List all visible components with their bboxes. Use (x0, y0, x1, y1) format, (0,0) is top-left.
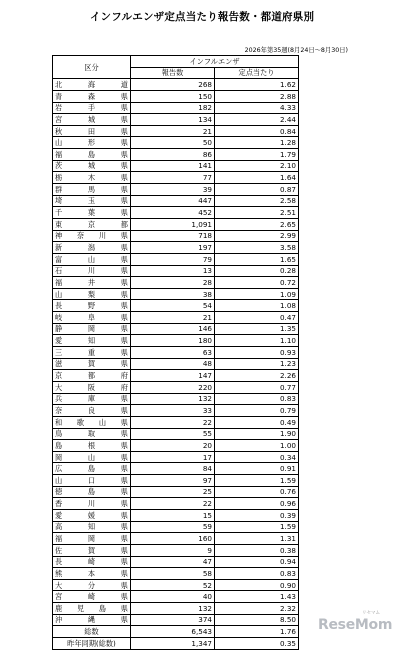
reports-cell: 13 (131, 265, 215, 277)
per-sentinel-cell: 1.31 (215, 533, 299, 545)
reports-cell: 63 (131, 347, 215, 359)
reports-cell: 25 (131, 486, 215, 498)
region-cell: 福岡県 (53, 533, 131, 545)
region-cell: 鹿児島県 (53, 603, 131, 615)
table-row (53, 579, 299, 591)
reports-cell: 132 (131, 603, 215, 615)
region-cell: 宮城県 (53, 114, 131, 126)
table-row (53, 475, 299, 487)
page-title: インフルエンザ定点当たり報告数・都道府県別 (89, 11, 315, 23)
table-row (53, 370, 299, 382)
reports-cell: 374 (131, 614, 215, 626)
region-cell: 大阪府 (53, 381, 131, 393)
region-cell: 熊本県 (53, 568, 131, 580)
per-sentinel-cell: 0.39 (215, 509, 299, 521)
table-row (53, 591, 299, 603)
per-sentinel-cell: 1.28 (215, 137, 299, 149)
watermark-logo: ReseMom (318, 617, 393, 633)
per-sentinel-cell: 1.59 (215, 521, 299, 533)
reports-cell: 22 (131, 498, 215, 510)
region-cell: 長崎県 (53, 556, 131, 568)
per-sentinel-cell: 2.88 (215, 90, 299, 102)
region-cell: 愛知県 (53, 335, 131, 347)
per-sentinel-cell: 0.91 (215, 463, 299, 475)
per-sentinel-cell: 0.35 (215, 638, 299, 650)
table-row (53, 242, 299, 254)
per-sentinel-cell: 0.47 (215, 312, 299, 324)
reports-cell: 38 (131, 288, 215, 300)
per-sentinel-header: 定点当たり (215, 67, 299, 79)
reports-cell: 220 (131, 381, 215, 393)
table-row (53, 184, 299, 196)
table-row (53, 90, 299, 102)
table-row (53, 638, 299, 650)
per-sentinel-cell: 2.10 (215, 160, 299, 172)
region-cell: 昨年同期(総数) (53, 638, 131, 650)
per-sentinel-cell: 1.62 (215, 79, 299, 91)
region-cell: 埼玉県 (53, 195, 131, 207)
table-row (53, 218, 299, 230)
reports-cell: 268 (131, 79, 215, 91)
reports-cell: 48 (131, 358, 215, 370)
region-cell: 徳島県 (53, 486, 131, 498)
table-row (53, 451, 299, 463)
table-row (53, 172, 299, 184)
region-cell: 和歌山県 (53, 416, 131, 428)
region-cell: 福島県 (53, 149, 131, 161)
table-row (53, 463, 299, 475)
per-sentinel-cell: 2.44 (215, 114, 299, 126)
per-sentinel-cell: 1.76 (215, 626, 299, 638)
region-cell: 山口県 (53, 475, 131, 487)
reports-cell: 39 (131, 184, 215, 196)
per-sentinel-cell: 0.84 (215, 125, 299, 137)
table-row (53, 207, 299, 219)
reports-cell: 21 (131, 125, 215, 137)
table-row (53, 603, 299, 615)
table-row (53, 440, 299, 452)
table-row (53, 568, 299, 580)
region-cell: 福井県 (53, 277, 131, 289)
per-sentinel-cell: 1.79 (215, 149, 299, 161)
per-sentinel-cell: 0.87 (215, 184, 299, 196)
region-cell: 茨城県 (53, 160, 131, 172)
region-cell: 群馬県 (53, 184, 131, 196)
region-cell: 沖縄県 (53, 614, 131, 626)
per-sentinel-cell: 3.58 (215, 242, 299, 254)
influenza-table (52, 55, 299, 650)
reports-cell: 40 (131, 591, 215, 603)
reports-cell: 22 (131, 416, 215, 428)
table-row (53, 114, 299, 126)
reports-cell: 452 (131, 207, 215, 219)
table-row (53, 533, 299, 545)
region-cell: 岐阜県 (53, 312, 131, 324)
region-header: 区分 (53, 56, 131, 79)
reports-cell: 50 (131, 137, 215, 149)
reports-cell: 6,543 (131, 626, 215, 638)
reports-cell: 47 (131, 556, 215, 568)
per-sentinel-cell: 0.72 (215, 277, 299, 289)
region-cell: 島根県 (53, 440, 131, 452)
table-row (53, 428, 299, 440)
per-sentinel-cell: 2.51 (215, 207, 299, 219)
region-cell: 総数 (53, 626, 131, 638)
per-sentinel-cell: 0.76 (215, 486, 299, 498)
reports-cell: 1,091 (131, 218, 215, 230)
region-cell: 北海道 (53, 79, 131, 91)
table-row (53, 312, 299, 324)
reports-cell: 28 (131, 277, 215, 289)
watermark-kana: リセマム (362, 611, 380, 616)
per-sentinel-cell: 0.96 (215, 498, 299, 510)
reports-cell: 54 (131, 300, 215, 312)
region-cell: 広島県 (53, 463, 131, 475)
region-cell: 鳥取県 (53, 428, 131, 440)
reports-cell: 134 (131, 114, 215, 126)
per-sentinel-cell: 0.94 (215, 556, 299, 568)
reports-cell: 77 (131, 172, 215, 184)
region-cell: 京都府 (53, 370, 131, 382)
per-sentinel-cell: 0.93 (215, 347, 299, 359)
reports-cell: 58 (131, 568, 215, 580)
per-sentinel-cell: 1.65 (215, 253, 299, 265)
per-sentinel-cell: 0.28 (215, 265, 299, 277)
table-row (53, 277, 299, 289)
table-row (53, 498, 299, 510)
region-cell: 佐賀県 (53, 544, 131, 556)
table-row (53, 358, 299, 370)
per-sentinel-cell: 1.43 (215, 591, 299, 603)
table-row (53, 486, 299, 498)
region-cell: 新潟県 (53, 242, 131, 254)
region-cell: 香川県 (53, 498, 131, 510)
per-sentinel-cell: 1.35 (215, 323, 299, 335)
reports-cell: 79 (131, 253, 215, 265)
table-row (53, 230, 299, 242)
resemom-watermark (318, 610, 398, 636)
table-body (53, 79, 299, 649)
per-sentinel-cell: 0.38 (215, 544, 299, 556)
reports-cell: 146 (131, 323, 215, 335)
table-row (53, 102, 299, 114)
reports-cell: 20 (131, 440, 215, 452)
table-row (53, 79, 299, 91)
region-cell: 神奈川県 (53, 230, 131, 242)
reports-cell: 97 (131, 475, 215, 487)
reports-cell: 718 (131, 230, 215, 242)
per-sentinel-cell: 1.23 (215, 358, 299, 370)
per-sentinel-cell: 0.79 (215, 405, 299, 417)
reports-cell: 150 (131, 90, 215, 102)
week-subtitle: 2026年第35週(8月24日～8月30日) (244, 47, 348, 54)
table-row (53, 149, 299, 161)
reports-cell: 86 (131, 149, 215, 161)
region-cell: 高知県 (53, 521, 131, 533)
per-sentinel-cell: 4.33 (215, 102, 299, 114)
region-cell: 愛媛県 (53, 509, 131, 521)
table-row (53, 626, 299, 638)
region-cell: 滋賀県 (53, 358, 131, 370)
table-row (53, 195, 299, 207)
table-row (53, 323, 299, 335)
region-cell: 岡山県 (53, 451, 131, 463)
reports-cell: 147 (131, 370, 215, 382)
region-cell: 三重県 (53, 347, 131, 359)
region-cell: 栃木県 (53, 172, 131, 184)
region-cell: 静岡県 (53, 323, 131, 335)
per-sentinel-cell: 1.00 (215, 440, 299, 452)
per-sentinel-cell: 2.26 (215, 370, 299, 382)
reports-cell: 84 (131, 463, 215, 475)
table-row (53, 335, 299, 347)
region-cell: 山梨県 (53, 288, 131, 300)
region-cell: 大分県 (53, 579, 131, 591)
table-row (53, 253, 299, 265)
reports-header: 報告数 (131, 67, 215, 79)
influenza-group-header: インフルエンザ (131, 56, 299, 68)
region-cell: 長野県 (53, 300, 131, 312)
per-sentinel-cell: 8.50 (215, 614, 299, 626)
region-cell: 兵庫県 (53, 393, 131, 405)
table-row (53, 137, 299, 149)
per-sentinel-cell: 1.64 (215, 172, 299, 184)
reports-cell: 447 (131, 195, 215, 207)
per-sentinel-cell: 1.09 (215, 288, 299, 300)
table-row (53, 544, 299, 556)
table-row (53, 521, 299, 533)
reports-cell: 59 (131, 521, 215, 533)
table-row (53, 160, 299, 172)
reports-cell: 180 (131, 335, 215, 347)
reports-cell: 160 (131, 533, 215, 545)
reports-cell: 1,347 (131, 638, 215, 650)
table-row (53, 265, 299, 277)
reports-cell: 21 (131, 312, 215, 324)
per-sentinel-cell: 1.08 (215, 300, 299, 312)
per-sentinel-cell: 1.10 (215, 335, 299, 347)
per-sentinel-cell: 2.99 (215, 230, 299, 242)
reports-cell: 55 (131, 428, 215, 440)
table-row (53, 288, 299, 300)
table-row (53, 125, 299, 137)
reports-cell: 182 (131, 102, 215, 114)
reports-cell: 52 (131, 579, 215, 591)
per-sentinel-cell: 2.32 (215, 603, 299, 615)
table-row (53, 347, 299, 359)
region-cell: 東京都 (53, 218, 131, 230)
per-sentinel-cell: 1.90 (215, 428, 299, 440)
region-cell: 秋田県 (53, 125, 131, 137)
region-cell: 富山県 (53, 253, 131, 265)
reports-cell: 197 (131, 242, 215, 254)
per-sentinel-cell: 0.77 (215, 381, 299, 393)
per-sentinel-cell: 2.58 (215, 195, 299, 207)
per-sentinel-cell: 2.65 (215, 218, 299, 230)
region-cell: 青森県 (53, 90, 131, 102)
table-row (53, 300, 299, 312)
region-cell: 千葉県 (53, 207, 131, 219)
region-cell: 奈良県 (53, 405, 131, 417)
table-row (53, 405, 299, 417)
region-cell: 宮崎県 (53, 591, 131, 603)
reports-cell: 17 (131, 451, 215, 463)
table-row (53, 393, 299, 405)
per-sentinel-cell: 0.90 (215, 579, 299, 591)
per-sentinel-cell: 0.83 (215, 568, 299, 580)
table-row (53, 416, 299, 428)
reports-cell: 141 (131, 160, 215, 172)
per-sentinel-cell: 1.59 (215, 475, 299, 487)
table-row (53, 509, 299, 521)
reports-cell: 33 (131, 405, 215, 417)
reports-cell: 132 (131, 393, 215, 405)
per-sentinel-cell: 0.49 (215, 416, 299, 428)
per-sentinel-cell: 0.83 (215, 393, 299, 405)
table-row (53, 556, 299, 568)
region-cell: 山形県 (53, 137, 131, 149)
reports-cell: 9 (131, 544, 215, 556)
table-row (53, 614, 299, 626)
table-row (53, 381, 299, 393)
reports-cell: 15 (131, 509, 215, 521)
region-cell: 岩手県 (53, 102, 131, 114)
region-cell: 石川県 (53, 265, 131, 277)
per-sentinel-cell: 0.34 (215, 451, 299, 463)
